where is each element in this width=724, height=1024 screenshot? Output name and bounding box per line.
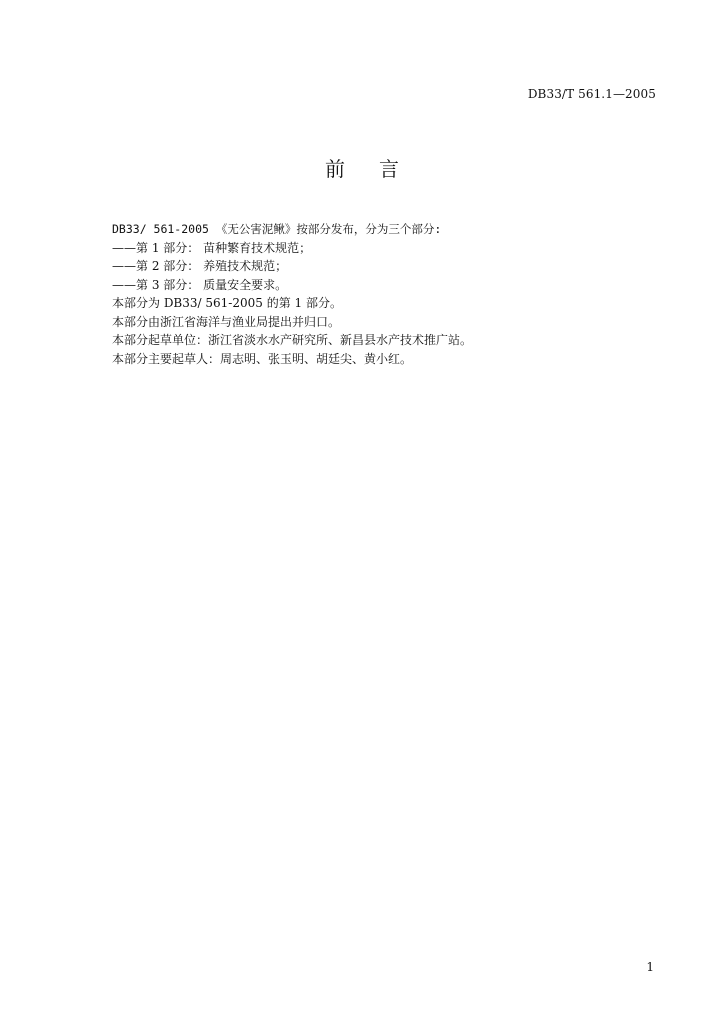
foreword-line-drafters: 本部分主要起草人：周志明、张玉明、胡廷尖、黄小红。 xyxy=(112,351,413,366)
foreword-line-drafting-units: 本部分起草单位：浙江省淡水水产研究所、新昌县水产技术推广站。 xyxy=(112,333,473,347)
foreword-line-part-1: ——第 1 部分： 苗种繁育技术规范； xyxy=(112,240,312,255)
foreword-line-proposer: 本部分由浙江省海洋与渔业局提出并归口。 xyxy=(112,314,341,329)
foreword-line-part-3: ——第 3 部分： 质量安全要求。 xyxy=(112,277,288,292)
foreword-line-part-2: ——第 2 部分： 养殖技术规范； xyxy=(112,259,288,273)
foreword-line-intro: DB33/ 561-2005 《无公害泥鳅》按部分发布，分为三个部分: xyxy=(112,222,442,236)
title-char-1: 前 xyxy=(325,157,345,181)
page-title xyxy=(0,156,724,182)
foreword-body xyxy=(112,220,672,368)
foreword-line-this-part: 本部分为 DB33/ 561-2005 的第 1 部分。 xyxy=(112,296,342,310)
title-char-2: 言 xyxy=(379,157,399,181)
page-number: 1 xyxy=(646,960,654,974)
standard-code: DB33/T 561.1—2005 xyxy=(527,87,656,101)
